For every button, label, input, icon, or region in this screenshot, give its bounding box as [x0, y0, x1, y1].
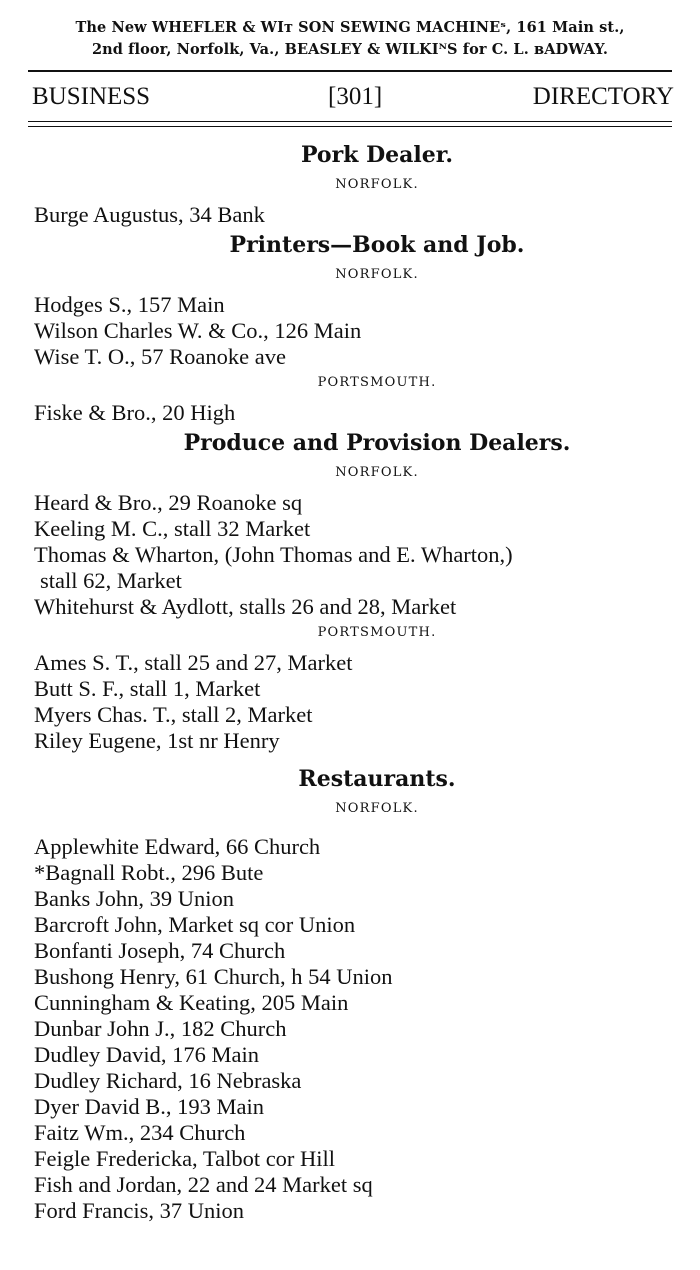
list-item: Butt S. F., stall 1, Market — [34, 676, 261, 701]
section-heading-pork-dealer: Pork Dealer. — [300, 142, 454, 168]
list-item: Feigle Fredericka, Talbot cor Hill — [34, 1146, 336, 1171]
banner-line-1: The New WHEFLER & WIᴛ SON SEWING MACHINEˢ, 161 Main st., — [75, 19, 625, 36]
list-item: Ford Francis, 37 Union — [34, 1198, 244, 1223]
list-item: Cunningham & Keating, 205 Main — [34, 990, 349, 1015]
list-item: Heard & Bro., 29 Roanoke sq — [34, 490, 303, 515]
list-item: Dudley David, 176 Main — [34, 1042, 259, 1067]
banner-line-2: 2nd floor, Norfolk, Va., BEASLEY & WILKIᴺS for C. L. ʙADWAY. — [91, 41, 609, 58]
page-number: [301] — [328, 83, 383, 110]
running-head-left: BUSINESS — [32, 83, 151, 110]
directory-body — [34, 138, 680, 1224]
city-label-norfolk: NORFOLK. — [335, 801, 419, 816]
advertisement-banner — [18, 17, 682, 61]
city-label-portsmouth: PORTSMOUTH. — [317, 625, 437, 640]
list-item: Dudley Richard, 16 Nebraska — [34, 1068, 302, 1093]
list-item: Banks John, 39 Union — [34, 886, 235, 911]
list-item: Riley Eugene, 1st nr Henry — [34, 728, 280, 753]
city-label-norfolk: NORFOLK. — [335, 465, 419, 480]
running-head — [32, 82, 674, 112]
list-item: Bushong Henry, 61 Church, h 54 Union — [34, 964, 393, 989]
list-item: Wilson Charles W. & Co., 126 Main — [34, 318, 362, 343]
list-item: Myers Chas. T., stall 2, Market — [34, 702, 313, 727]
city-label-norfolk: NORFOLK. — [335, 177, 419, 192]
section-heading-restaurants: Restaurants. — [298, 766, 456, 792]
banner-rule — [28, 70, 672, 72]
section-heading-printers: Printers—Book and Job. — [229, 232, 525, 258]
city-label-norfolk: NORFOLK. — [335, 267, 419, 282]
list-item: Burge Augustus, 34 Bank — [34, 202, 265, 227]
running-head-right: DIRECTORY — [532, 83, 674, 110]
list-item: Keeling M. C., stall 32 Market — [34, 516, 311, 541]
list-item: Fish and Jordan, 22 and 24 Market sq — [34, 1172, 373, 1197]
list-item: Barcroft John, Market sq cor Union — [34, 912, 356, 937]
spacer — [34, 826, 680, 834]
list-item: Applewhite Edward, 66 Church — [34, 834, 321, 859]
list-item: *Bagnall Robt., 296 Bute — [34, 860, 264, 885]
list-item: Hodges S., 157 Main — [34, 292, 225, 317]
list-item: Ames S. T., stall 25 and 27, Market — [34, 650, 353, 675]
list-item: Bonfanti Joseph, 74 Church — [34, 938, 286, 963]
list-item: Whitehurst & Aydlott, stalls 26 and 28, Market — [34, 594, 457, 619]
list-item: Faitz Wm., 234 Church — [34, 1120, 246, 1145]
list-item: Dunbar John J., 182 Church — [34, 1016, 287, 1041]
list-item: Wise T. O., 57 Roanoke ave — [34, 344, 286, 369]
header-rule-top — [28, 121, 672, 122]
list-item-continuation: stall 62, Market — [40, 568, 182, 593]
section-heading-produce: Produce and Provision Dealers. — [183, 430, 571, 456]
list-item: Dyer David B., 193 Main — [34, 1094, 264, 1119]
list-item: Fiske & Bro., 20 High — [34, 400, 236, 425]
spacer — [34, 754, 680, 762]
city-label-portsmouth: PORTSMOUTH. — [317, 375, 437, 390]
list-item: Thomas & Wharton, (John Thomas and E. Wharton,) — [34, 542, 513, 567]
header-rule-bottom — [28, 126, 672, 127]
